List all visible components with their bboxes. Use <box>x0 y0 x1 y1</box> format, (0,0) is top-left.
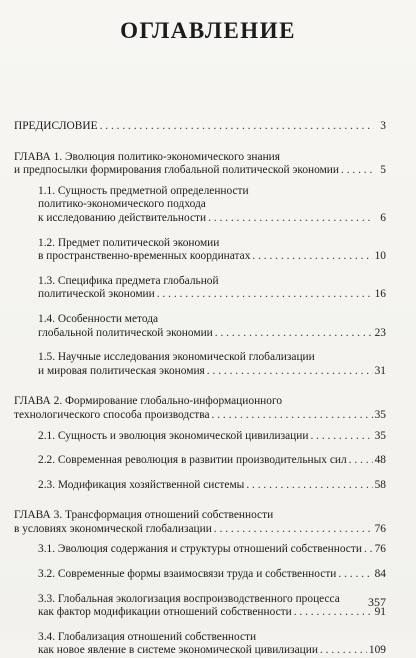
toc-entry-line: как фактор модификации отношений собственности <box>38 606 292 619</box>
entry-spacer <box>14 536 386 543</box>
toc-entry-line: 1.3. Специфика предмета глобальной <box>38 274 219 287</box>
toc-entry-line: 1.5. Научные исследования экономической глобализации <box>38 351 315 364</box>
toc-section-entry[interactable] <box>38 568 386 582</box>
toc-entry-line: 1.2. Предмет политической экономии <box>38 236 220 249</box>
toc-chapter-entry[interactable] <box>14 395 386 422</box>
toc-entry-line: глобальной политической экономии <box>38 326 213 339</box>
toc-entry-line: 2.2. Современная революция в развитии производительных сил <box>38 454 347 467</box>
toc-entry-line: 3.4. Глобализация отношений собственности <box>38 630 257 643</box>
dot-leader <box>157 288 373 302</box>
dot-leader <box>310 430 372 444</box>
toc-entry-line: 3.1. Эволюция содержания и структуры отношений собственности <box>38 543 362 556</box>
toc-section-entry[interactable] <box>38 313 386 340</box>
toc-page-number: 84 <box>374 568 386 581</box>
page-number: 357 <box>368 595 386 609</box>
entry-spacer <box>14 178 386 185</box>
dot-leader <box>100 120 374 134</box>
entry-spacer <box>14 302 386 313</box>
toc-page-number: 35 <box>374 429 386 442</box>
toc-page-number: 76 <box>374 543 386 556</box>
dot-leader <box>338 568 372 582</box>
toc-page-number: 35 <box>374 408 386 421</box>
page-title: ОГЛАВЛЕНИЕ <box>120 18 296 43</box>
toc-page-number: 23 <box>374 326 386 339</box>
toc-entry-line: 3.2. Современные формы взаимосвязи труда и собственности <box>38 568 337 581</box>
dot-leader <box>349 454 373 468</box>
toc-page-number: 5 <box>380 164 386 177</box>
toc-page-number: 16 <box>374 288 386 301</box>
toc-section-entry[interactable] <box>38 237 386 264</box>
toc-section-entry[interactable] <box>38 185 386 226</box>
toc-entry-line: политико-экономического подхода <box>38 198 206 211</box>
entry-spacer <box>14 378 386 395</box>
toc-section-entry[interactable] <box>38 454 386 468</box>
dot-leader <box>212 409 373 423</box>
dot-leader <box>215 327 373 341</box>
entry-spacer <box>14 226 386 237</box>
toc-entry-line: в пространственно-временных координатах <box>38 250 251 263</box>
entry-spacer <box>14 264 386 275</box>
entry-spacer <box>14 582 386 593</box>
entry-spacer <box>14 468 386 479</box>
table-of-contents <box>14 120 386 658</box>
toc-page-number: 91 <box>374 606 386 619</box>
toc-page-number: 6 <box>380 211 386 224</box>
dot-leader <box>320 644 367 658</box>
toc-entry-line: 2.3. Модификация хозяйственной системы <box>38 478 245 491</box>
toc-section-entry[interactable] <box>38 593 386 620</box>
toc-entry-line: и предпосылки формирования глобальной политической экономии <box>14 164 339 177</box>
toc-entry-line: в условиях экономической глобализации <box>14 522 212 535</box>
toc-page-number: 76 <box>374 522 386 535</box>
toc-chapter-entry[interactable] <box>14 120 386 134</box>
toc-entry-line: ГЛАВА 2. Формирование глобально-информационного <box>14 395 283 408</box>
toc-section-entry[interactable] <box>38 631 386 658</box>
toc-page-number: 31 <box>374 364 386 377</box>
entry-spacer <box>14 557 386 568</box>
entry-spacer <box>14 492 386 509</box>
toc-entry-line: 3.3. Глобальная экологизация воспроизводственного процесса <box>38 592 340 605</box>
toc-entry-line: ГЛАВА 3. Трансформация отношений собственности <box>14 509 274 522</box>
dot-leader <box>341 164 374 178</box>
toc-page-number: 58 <box>374 478 386 491</box>
toc-entry-line: как новое явление в системе экономической цивилизации <box>38 644 318 657</box>
toc-entry-line: политической экономии <box>38 288 155 301</box>
entry-spacer <box>14 340 386 351</box>
toc-section-entry[interactable] <box>38 275 386 302</box>
toc-chapter-entry[interactable] <box>14 509 386 536</box>
entry-spacer <box>14 423 386 430</box>
entry-spacer <box>14 620 386 631</box>
dot-leader <box>208 212 374 226</box>
dot-leader <box>207 365 373 379</box>
toc-page-number: 10 <box>374 250 386 263</box>
toc-entry-line: 1.4. Особенности метода <box>38 312 159 325</box>
entry-spacer <box>14 134 386 151</box>
toc-entry-line: к исследованию действительности <box>38 211 207 224</box>
toc-page-number: 3 <box>380 120 386 132</box>
entry-spacer <box>14 443 386 454</box>
toc-section-entry[interactable] <box>38 479 386 493</box>
toc-entry-line: ГЛАВА 1. Эволюция политико-экономического знания <box>14 150 281 163</box>
toc-page-number: 109 <box>368 644 386 657</box>
toc-section-entry[interactable] <box>38 351 386 378</box>
toc-entry-line: технологического способа производства <box>14 408 210 421</box>
dot-leader <box>252 250 372 264</box>
toc-chapter-entry[interactable] <box>14 151 386 178</box>
toc-entry-line: 2.1. Сущность и эволюция экономической цивилизации <box>38 429 309 442</box>
toc-page-number: 48 <box>374 454 386 467</box>
dot-leader <box>294 606 373 620</box>
toc-entry-line: 1.1. Сущность предметной определенности <box>38 184 249 197</box>
dot-leader <box>246 479 372 493</box>
toc-section-entry[interactable] <box>38 430 386 444</box>
toc-entry-line: и мировая политическая экономия <box>38 364 205 377</box>
toc-section-entry[interactable] <box>38 543 386 557</box>
dot-leader <box>214 523 373 537</box>
dot-leader <box>364 543 373 557</box>
toc-entry-line: ПРЕДИСЛОВИЕ <box>14 120 98 132</box>
